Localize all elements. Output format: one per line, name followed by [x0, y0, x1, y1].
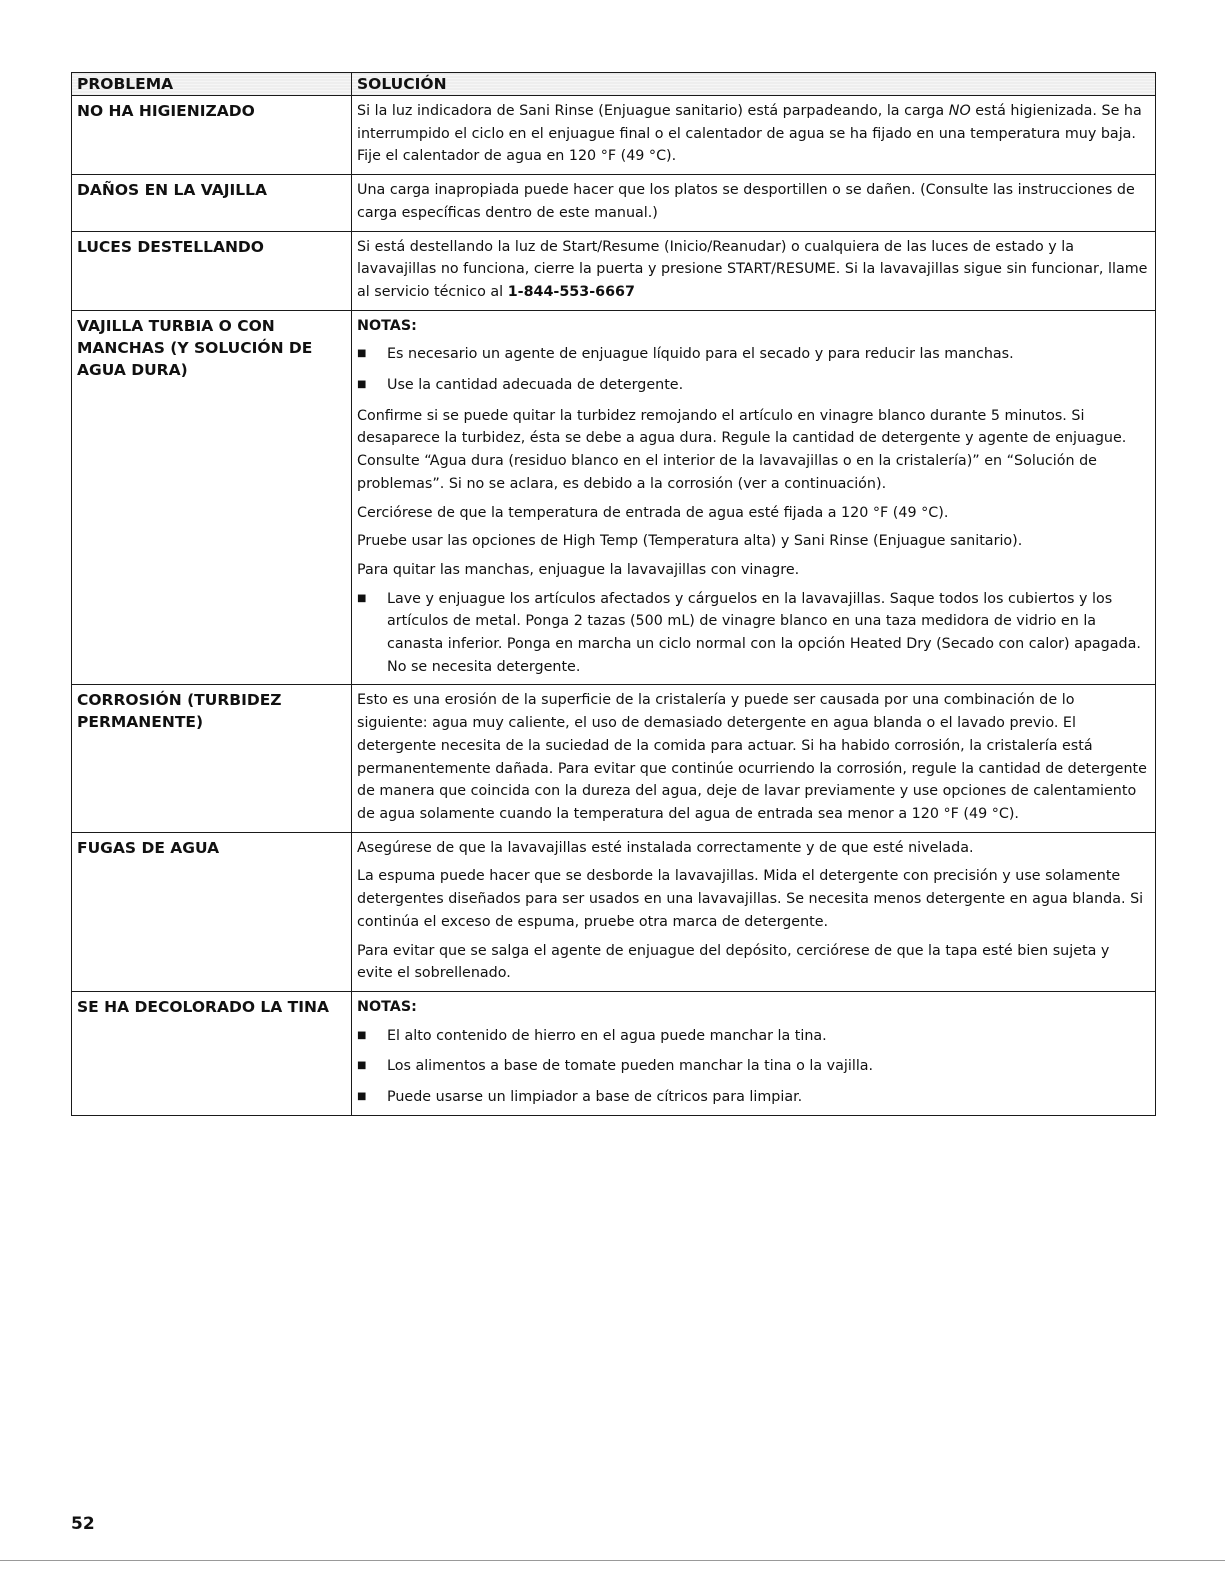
- service-phone-number: 1-844-553-6667: [507, 283, 635, 300]
- list-item: [357, 343, 1149, 366]
- solution-paragraph: Confirme si se puede quitar la turbidez remojando el artículo en vinagre blanco durante 5 minutos. Si desaparece la turbidez, ésta se debe a agua dura. Regule la cantidad de detergente y agente de enjuague. Consulte “Agua dura (residuo blanco en el interior de la lavavajillas o en la cristalería)” en “Solución de problemas”. Si no se aclara, es debido a la corrosión (ver a continuación).: [357, 407, 1127, 492]
- list-item: [357, 1086, 1149, 1109]
- table-row: [72, 310, 1156, 685]
- list-item-text: El alto contenido de hierro en el agua puede manchar la tina.: [387, 1027, 827, 1044]
- solution-paragraph: Para quitar las manchas, enjuague la lavavajillas con vinagre.: [357, 561, 800, 578]
- bullet-square-icon: ■: [357, 1060, 367, 1072]
- solution-text: [357, 236, 1149, 304]
- solution-cell: [352, 832, 1156, 991]
- problem-cell: NO HA HIGIENIZADO: [72, 96, 352, 175]
- solution-cell: [352, 231, 1156, 310]
- table-row: [72, 175, 1156, 231]
- list-item: [357, 588, 1149, 679]
- list-item-text: Los alimentos a base de tomate pueden manchar la tina o la vajilla.: [387, 1058, 874, 1075]
- list-item: [357, 1025, 1149, 1048]
- solution-paragraph: Pruebe usar las opciones de High Temp (Temperatura alta) y Sani Rinse (Enjuague sanitario).: [357, 533, 1023, 550]
- solution-cell: [352, 96, 1156, 175]
- list-item-text: Use la cantidad adecuada de detergente.: [387, 377, 684, 394]
- problem-cell: LUCES DESTELLANDO: [72, 231, 352, 310]
- solution-paragraph: Para evitar que se salga el agente de enjuague del depósito, cerciórese de que la tapa esté bien sujeta y evite el sobrellenado.: [357, 942, 1110, 982]
- problem-cell: CORROSIÓN (TURBIDEZ PERMANENTE): [72, 685, 352, 832]
- emphasis-no: NO: [948, 103, 971, 119]
- notes-label: NOTAS:: [357, 998, 417, 1015]
- page-number: 52: [71, 1514, 95, 1534]
- bullet-square-icon: ■: [357, 1029, 367, 1041]
- header-solution: SOLUCIÓN: [352, 73, 1156, 96]
- solution-text: [357, 100, 1149, 168]
- solution-text-end: está higienizada. Se ha interrumpido el ciclo en el enjuague final o el calentador de agua se ha fijado en una temperatura muy baja. Fije el calentador de agua en 120 °F (49 °C).: [357, 103, 1142, 165]
- bullet-square-icon: ■: [357, 1091, 367, 1103]
- solution-text: Una carga inapropiada puede hacer que los platos se desportillen o se dañen. (Consulte las instrucciones de carga específicas dentro de este manual.): [357, 182, 1135, 221]
- problem-cell: SE HA DECOLORADO LA TINA: [72, 991, 352, 1115]
- problem-cell: FUGAS DE AGUA: [72, 832, 352, 991]
- solution-cell: [352, 310, 1156, 685]
- problem-cell: DAÑOS EN LA VAJILLA: [72, 175, 352, 231]
- solution-paragraph: Cerciórese de que la temperatura de entrada de agua esté fijada a 120 °F (49 °C).: [357, 504, 949, 521]
- solution-paragraph: La espuma puede hacer que se desborde la lavavajillas. Mida el detergente con precisión y use solamente detergentes diseñados para ser usados en una lavavajillas. Se necesita menos detergente en agua blanda. Si continúa el exceso de espuma, pruebe otra marca de detergente.: [357, 868, 1144, 930]
- list-item-text: Lave y enjuague los artículos afectados y cárguelos en la lavavajillas. Saque todos los cubiertos y los artículos de metal. Ponga 2 tazas (500 mL) de vinagre blanco en una taza medidora de vidrio en la canasta inferior. Ponga en marcha un ciclo normal con la opción Heated Dry (Secado con calor) apagada. No se necesita detergente.: [387, 590, 1141, 675]
- table-row: [72, 991, 1156, 1115]
- table-row: [72, 96, 1156, 175]
- header-problem: PROBLEMA: [72, 73, 352, 96]
- page-bottom-divider: [0, 1560, 1225, 1561]
- notes-label: NOTAS:: [357, 317, 417, 334]
- solution-text-start: Si la luz indicadora de Sani Rinse (Enjuague sanitario) está parpadeando, la carga: [357, 103, 949, 119]
- solution-text: Esto es una erosión de la superficie de la cristalería y puede ser causada por una combinación de lo siguiente: agua muy caliente, el uso de demasiado detergente en agua blanda o el lavado previo. El detergente necesita de la suciedad de la comida para actuar. Si ha habido corrosión, la cristalería está permanentemente dañada. Para evitar que continúe ocurriendo la corrosión, regule la cantidad de detergente de manera que coincida con la dureza del agua, deje de lavar previamente y use opciones de calentamiento de agua solamente cuando la temperatura del agua de entrada sea menor a 120 °F (49 °C).: [357, 692, 1147, 822]
- list-item: [357, 1055, 1149, 1078]
- table-header-row: [72, 73, 1156, 96]
- table-row: [72, 685, 1156, 832]
- table-row: [72, 832, 1156, 991]
- solution-text-start: Si está destellando la luz de Start/Resume (Inicio/Reanudar) o cualquiera de las luces de estado y la lavavajillas no funciona, cierre la puerta y presione START/RESUME. Si la lavavajillas sigue sin funcionar, llame al servicio técnico al: [357, 238, 1148, 300]
- problem-cell: VAJILLA TURBIA O CON MANCHAS (Y SOLUCIÓN DE AGUA DURA): [72, 310, 352, 685]
- troubleshooting-table: [71, 72, 1156, 1116]
- bullet-square-icon: ■: [357, 348, 367, 360]
- solution-cell: [352, 175, 1156, 231]
- bullet-square-icon: ■: [357, 592, 367, 604]
- list-item-text: Es necesario un agente de enjuague líquido para el secado y para reducir las manchas.: [387, 346, 1014, 363]
- solution-paragraph: Asegúrese de que la lavavajillas esté instalada correctamente y de que esté nivelada.: [357, 839, 974, 856]
- table-row: [72, 231, 1156, 310]
- bullet-square-icon: ■: [357, 379, 367, 391]
- solution-cell: [352, 685, 1156, 832]
- list-item: [357, 374, 1149, 397]
- list-item-text: Puede usarse un limpiador a base de cítricos para limpiar.: [387, 1089, 803, 1106]
- solution-cell: [352, 991, 1156, 1115]
